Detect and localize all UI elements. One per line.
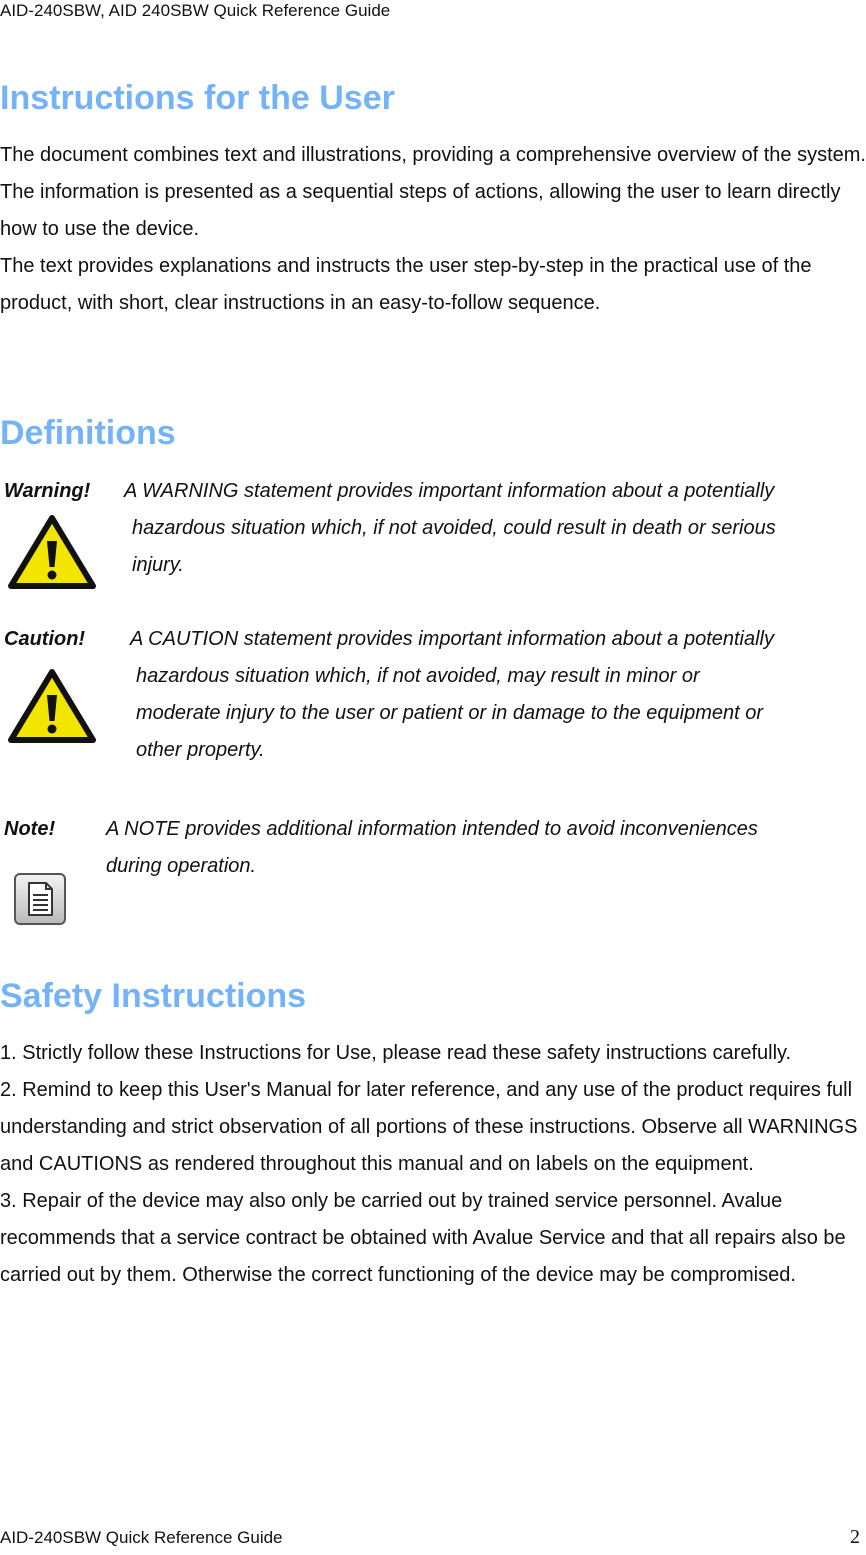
caution-triangle-icon: [8, 668, 96, 744]
definitions-heading: Definitions: [0, 414, 176, 452]
note-label: Note!: [4, 818, 56, 840]
note-document-icon: [14, 873, 66, 925]
caution-line-3: moderate injury to the user or patient or in damage to the equipment or: [136, 702, 764, 724]
safety-item-1: 1. Strictly follow these Instructions for Use, please read these safety instructions carefully.: [0, 1042, 792, 1064]
note-line-2: during operation.: [106, 855, 257, 877]
warning-line-1: A WARNING statement provides important information about a potentially: [124, 480, 775, 502]
caution-text: [130, 621, 774, 769]
safety-heading: Safety Instructions: [0, 977, 307, 1015]
safety-item-3: 3. Repair of the device may also only be carried out by trained service personnel. Avalue recommends that a service contract be obtained with Avalue Service and that all repairs also be carried out by them. Otherwise the correct functioning of the device may be compromised.: [0, 1190, 846, 1286]
warning-triangle-icon: [8, 514, 96, 590]
caution-line-1: A CAUTION statement provides important information about a potentially: [130, 628, 775, 650]
warning-label: Warning!: [4, 480, 91, 502]
safety-item-2: 2. Remind to keep this User's Manual for later reference, and any use of the product requires full understanding and strict observation of all portions of these instructions. Observe all WARNINGS and CAUTIONS as rendered throughout this manual and on labels on the equipment.: [0, 1079, 858, 1175]
warning-line-3: injury.: [132, 554, 184, 576]
note-line-1: A NOTE provides additional information intended to avoid inconveniences: [106, 818, 758, 840]
instructions-body: [0, 137, 866, 322]
caution-label: Caution!: [4, 628, 86, 650]
instructions-heading: Instructions for the User: [0, 79, 395, 117]
warning-text: [124, 473, 776, 584]
note-text: [106, 811, 758, 885]
caution-line-2: hazardous situation which, if not avoided, may result in minor or: [136, 665, 700, 687]
instructions-paragraph-1: The document combines text and illustrations, providing a comprehensive overview of the system. The information is presented as a sequential steps of actions, allowing the user to learn directly how to use the device.: [0, 144, 866, 240]
running-header: AID-240SBW, AID 240SBW Quick Reference Guide: [0, 1, 391, 20]
running-footer: AID-240SBW Quick Reference Guide: [0, 1528, 283, 1547]
safety-body: [0, 1035, 866, 1294]
warning-line-2: hazardous situation which, if not avoided, could result in death or serious: [132, 517, 776, 539]
page-number: 2: [850, 1526, 860, 1548]
instructions-paragraph-2: The text provides explanations and instructs the user step-by-step in the practical use of the product, with short, clear instructions in an easy-to-follow sequence.: [0, 255, 812, 314]
caution-line-4: other property.: [136, 739, 265, 761]
